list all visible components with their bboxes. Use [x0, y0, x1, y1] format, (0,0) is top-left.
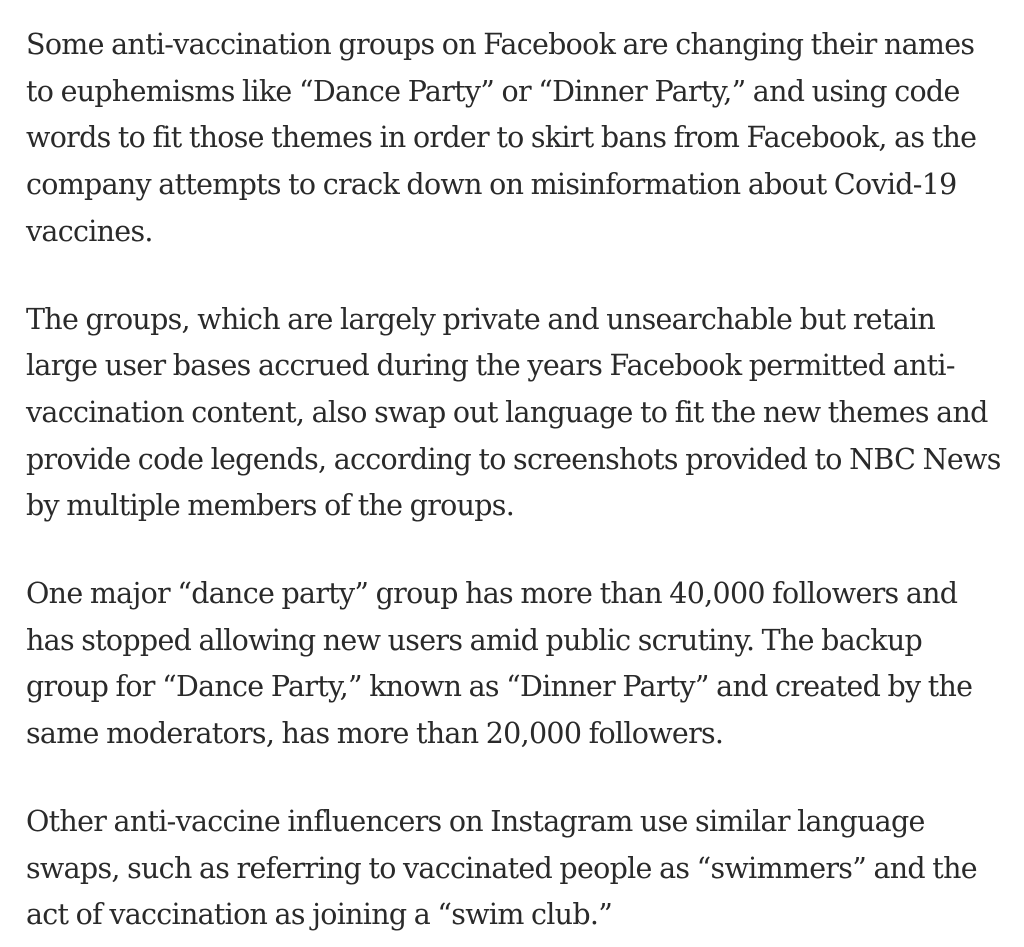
- article-paragraph-1: Some anti-vaccination groups on Facebook are changing their names to euphemisms like “Dance Party” or “Dinner Party,” and using code words to fit those themes in order to skirt bans from Facebook, as the company attempts to crack down on misinformation about Covid-19 vaccines.: [26, 28, 977, 248]
- article-paragraph-3: One major “dance party” group has more than 40,000 followers and has stopped allowing new users amid public scrutiny. The backup group for “Dance Party,” known as “Dinner Party” and created by the same moderators, has more than 20,000 followers.: [26, 577, 973, 751]
- article-body: [26, 22, 1006, 939]
- article-paragraph-2: The groups, which are largely private and unsearchable but retain large user bases accrued during the years Facebook permitted anti-vaccination content, also swap out language to fit the new themes and provide code legends, according to screenshots provided to NBC News by multiple members of the groups.: [26, 302, 1001, 523]
- article-paragraph-4: Other anti-vaccine influencers on Instagram use similar language swaps, such as referring to vaccinated people as “swimmers” and the act of vaccination as joining a “swim club.”: [26, 804, 977, 932]
